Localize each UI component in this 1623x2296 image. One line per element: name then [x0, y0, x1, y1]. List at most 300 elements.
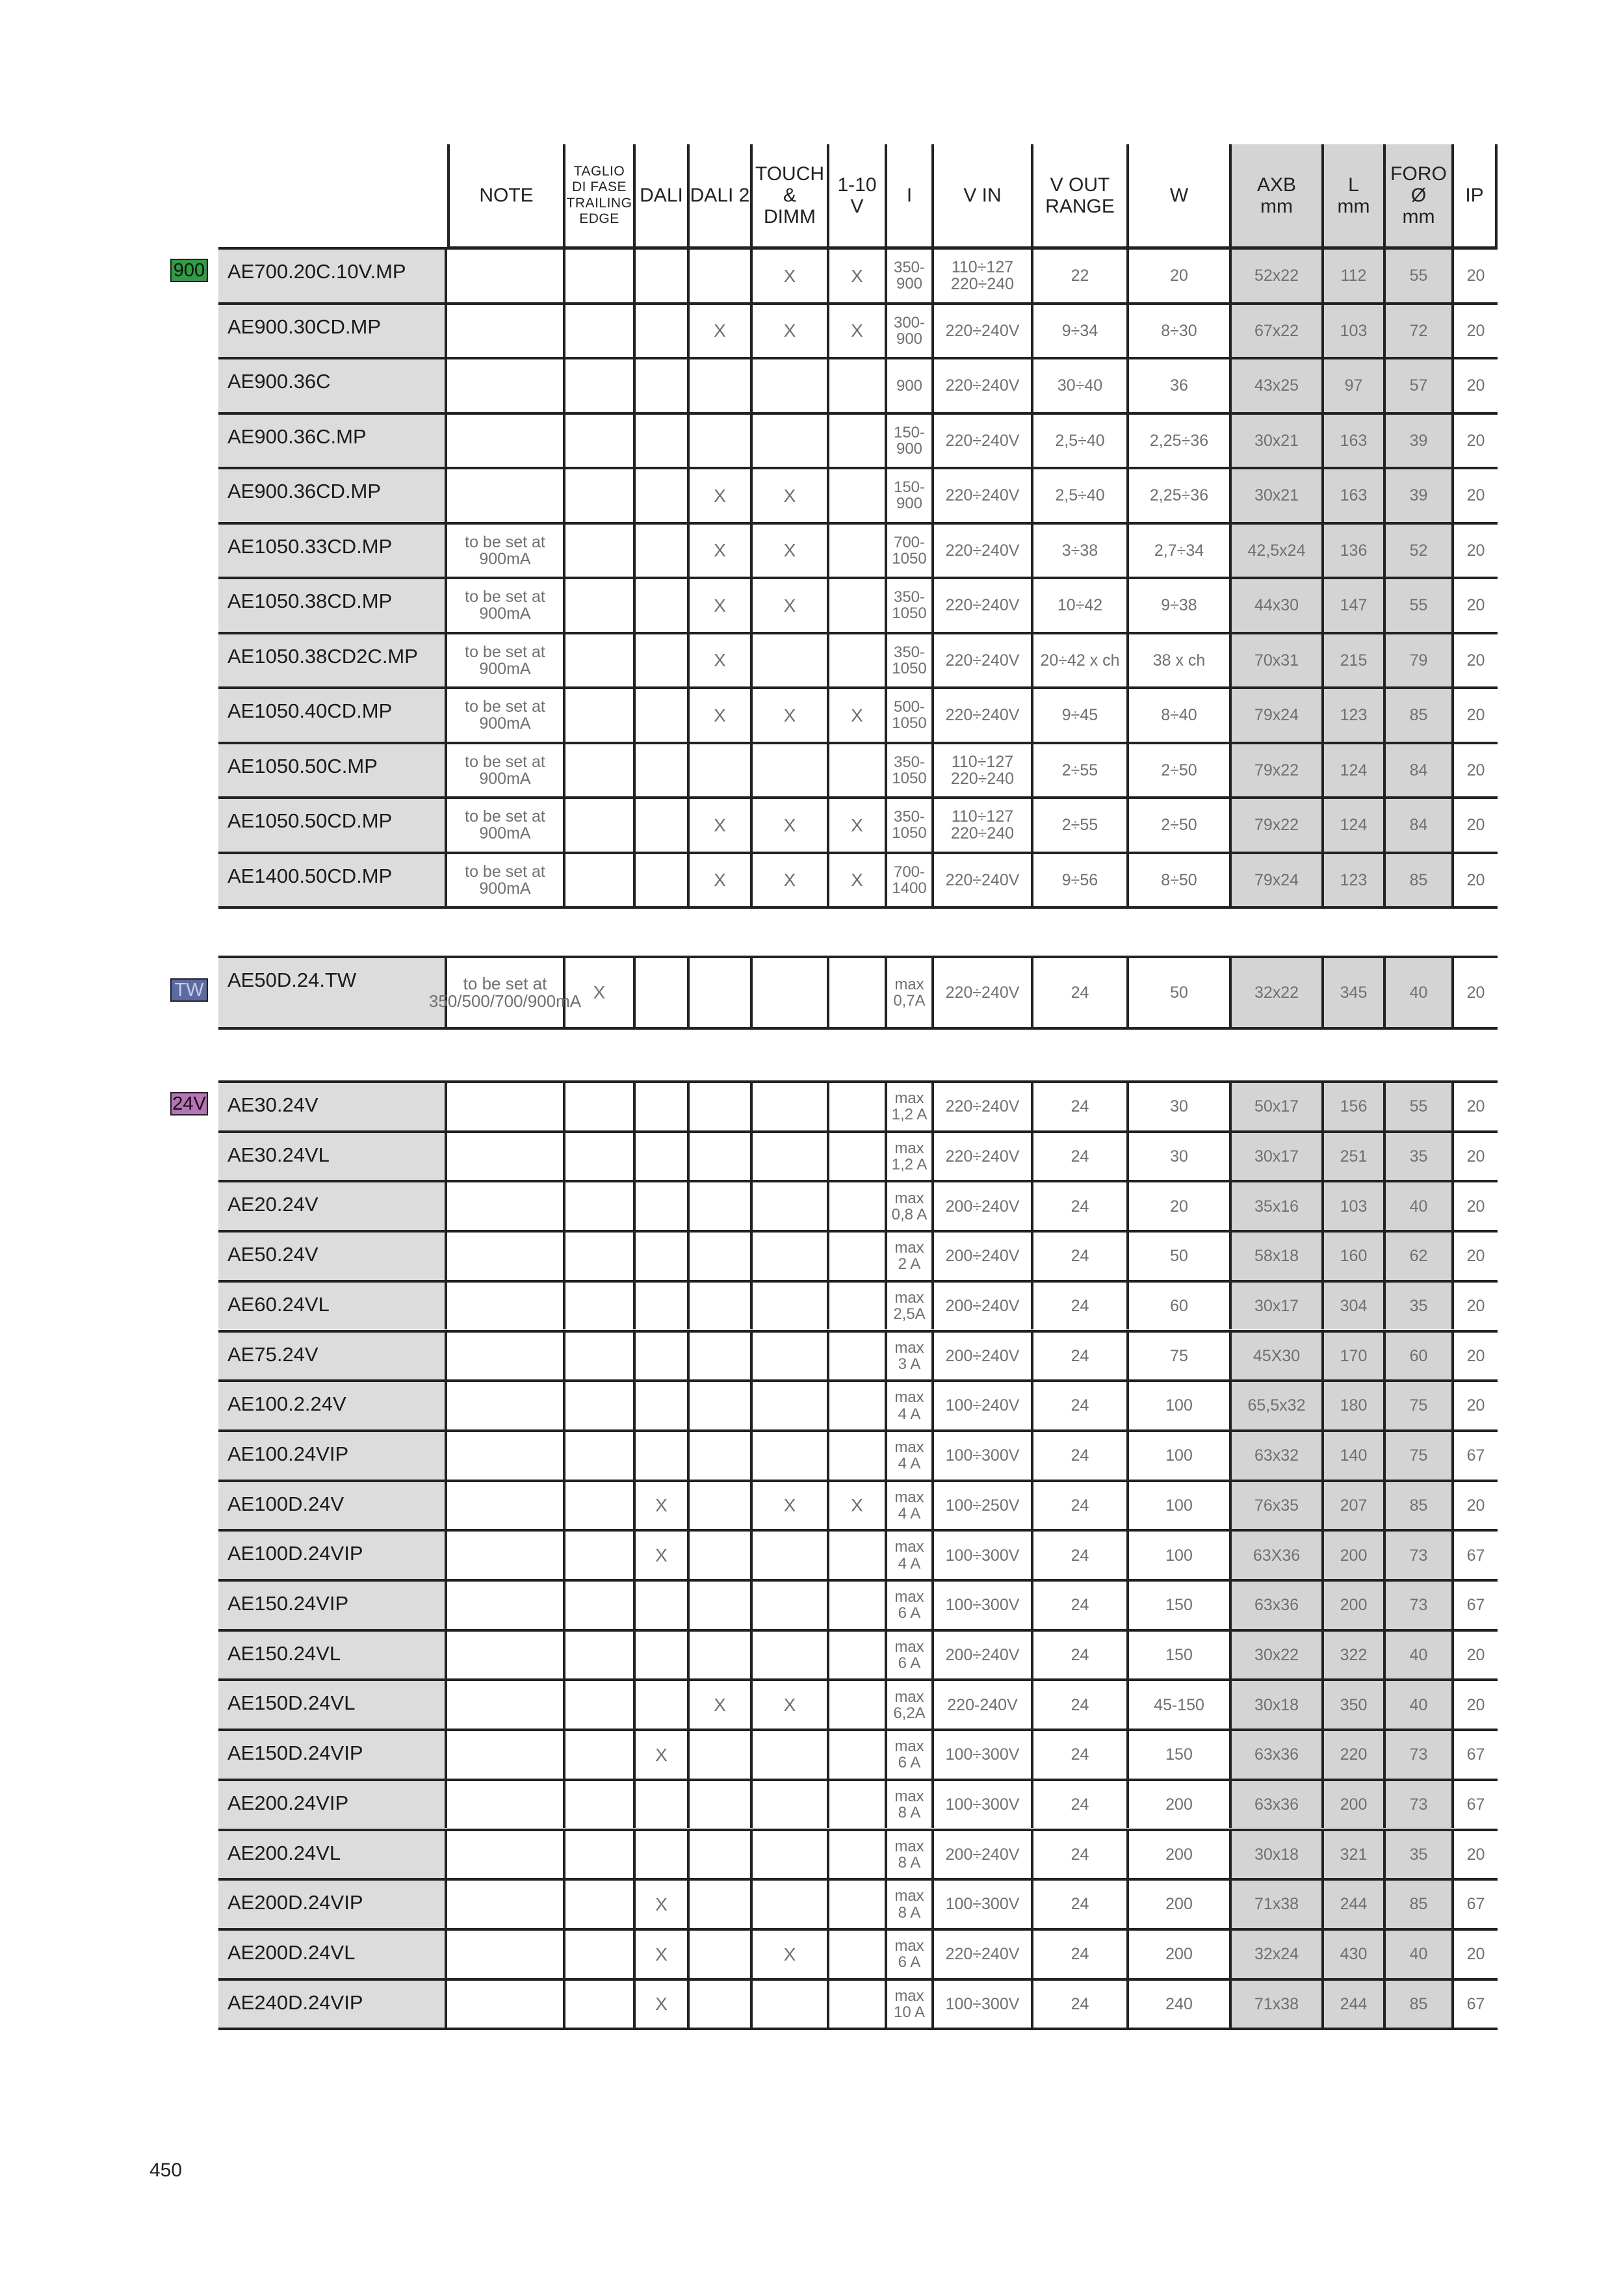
cell-vin: 220÷240V: [934, 525, 1033, 577]
cell-vin: 200÷240V: [934, 1182, 1033, 1230]
cell-touch: [753, 1283, 829, 1330]
cell-ip: 20: [1466, 870, 1485, 889]
cell-v110: [829, 744, 887, 797]
cell-vin: 100÷300V: [934, 1881, 1033, 1928]
cell-dali: [636, 359, 690, 412]
cell-foro: 84: [1386, 744, 1454, 797]
cell-vin: 220÷240V: [934, 958, 1033, 1027]
cell-v110: [829, 1931, 887, 1978]
cell-dali: [636, 1133, 690, 1181]
cell-axb: 30x17: [1232, 1283, 1324, 1330]
cell-axb: 63x36: [1232, 1781, 1324, 1829]
cell-v110: [829, 1432, 887, 1480]
cell-touch: X: [753, 689, 829, 742]
cell-w: 8÷30: [1129, 305, 1232, 358]
cell-ip: 20: [1466, 321, 1485, 340]
cell-ip: 20: [1466, 706, 1485, 725]
cell-taglio: [565, 1931, 636, 1978]
header-dali: DALI: [636, 144, 690, 248]
cell-i: 700- 1400: [887, 854, 934, 907]
cell-axb: 71x38: [1232, 1881, 1324, 1928]
cell-vin: 100÷240V: [934, 1382, 1033, 1429]
cell-axb: 44x30: [1232, 579, 1324, 632]
cell-note: [447, 1681, 565, 1729]
table-row: [218, 1529, 1498, 1579]
cell-dali: [636, 1781, 690, 1829]
cell-i: max 8 A: [887, 1881, 934, 1928]
cell-touch: [753, 1632, 829, 1679]
cell-w: 38 x ch: [1129, 634, 1232, 687]
product-name: AE150.24VL: [218, 1632, 447, 1679]
cell-vin: 100÷300V: [934, 1981, 1033, 2028]
cell-dali: [636, 1182, 690, 1230]
product-name: AE700.20C.10V.MP: [218, 250, 447, 302]
cell-dali: [636, 250, 690, 302]
cell-v110: [829, 1233, 887, 1280]
cell-foro: 55: [1386, 579, 1454, 632]
cell-axb: 45X30: [1232, 1333, 1324, 1380]
cell-foro: 62: [1386, 1233, 1454, 1280]
cell-foro: 40: [1386, 1632, 1454, 1679]
cell-note: [447, 1382, 565, 1429]
cell-v110: [829, 1632, 887, 1679]
cell-ip: 20: [1466, 651, 1485, 670]
cell-i: max 8 A: [887, 1781, 934, 1829]
cell-taglio: [565, 469, 636, 522]
cell-vin: 200÷240V: [934, 1333, 1033, 1380]
cell-i: max 4 A: [887, 1382, 934, 1429]
cell-i: max 0,8 A: [887, 1182, 934, 1230]
cell-vout: 22: [1033, 250, 1129, 302]
cell-w: 30: [1129, 1133, 1232, 1181]
cell-foro: 73: [1386, 1582, 1454, 1629]
cell-note: to be set at 900mA: [447, 854, 565, 907]
cell-dali2: [690, 359, 753, 412]
cell-l: 345: [1324, 958, 1386, 1027]
cell-w: 200: [1129, 1881, 1232, 1928]
cell-l: 103: [1324, 1182, 1386, 1230]
cell-vin: 100÷300V: [934, 1532, 1033, 1579]
cell-ip: 20: [1466, 267, 1485, 285]
cell-vout: 24: [1033, 958, 1129, 1027]
table-row: [218, 1629, 1498, 1679]
table-row: [218, 1230, 1498, 1280]
header-v110: 1-10 V: [829, 144, 887, 248]
cell-vin: 220-240V: [934, 1681, 1033, 1729]
cell-note: to be set at 900mA: [447, 579, 565, 632]
cell-taglio: [565, 854, 636, 907]
cell-dali2: [690, 1881, 753, 1928]
cell-foro: 73: [1386, 1731, 1454, 1779]
cell-axb: 63X36: [1232, 1532, 1324, 1579]
cell-dali2: X: [690, 525, 753, 577]
cell-w: 30: [1129, 1083, 1232, 1130]
cell-foro: 39: [1386, 469, 1454, 522]
cell-axb: 71x38: [1232, 1981, 1324, 2028]
cell-vin: 220÷240V: [934, 579, 1033, 632]
cell-v110: [829, 1133, 887, 1181]
cell-axb: 63x32: [1232, 1432, 1324, 1480]
cell-note: to be set at 900mA: [447, 799, 565, 852]
cell-vout: 2÷55: [1033, 744, 1129, 797]
cell-w: 45-150: [1129, 1681, 1232, 1729]
cell-w: 2,25÷36: [1129, 415, 1232, 467]
cell-vout: 24: [1033, 1233, 1129, 1280]
cell-w: 150: [1129, 1731, 1232, 1779]
cell-vin: 110÷127 220÷240: [934, 744, 1033, 797]
product-name: AE30.24VL: [218, 1133, 447, 1181]
cell-note: [447, 1781, 565, 1829]
cell-w: 75: [1129, 1333, 1232, 1380]
cell-l: 97: [1324, 359, 1386, 412]
cell-taglio: [565, 1382, 636, 1429]
product-name: AE200.24VL: [218, 1831, 447, 1879]
table-row: [218, 1429, 1498, 1480]
cell-l: 200: [1324, 1582, 1386, 1629]
cell-taglio: [565, 634, 636, 687]
cell-ip: 67: [1466, 1446, 1485, 1465]
cell-axb: 63x36: [1232, 1731, 1324, 1779]
cell-dali2: [690, 1083, 753, 1130]
cell-axb: 79x22: [1232, 799, 1324, 852]
header-w: W: [1129, 144, 1232, 248]
cell-v110: [829, 469, 887, 522]
cell-foro: 39: [1386, 415, 1454, 467]
cell-axb: 32x22: [1232, 958, 1324, 1027]
cell-i: 350- 900: [887, 250, 934, 302]
cell-axb: 42,5x24: [1232, 525, 1324, 577]
table-row: [218, 302, 1498, 358]
cell-note: [447, 1083, 565, 1130]
cell-taglio: [565, 1333, 636, 1380]
cell-axb: 30x22: [1232, 1632, 1324, 1679]
cell-ip: 67: [1466, 1994, 1485, 2013]
cell-v110: [829, 1182, 887, 1230]
product-name: AE1050.38CD2C.MP: [218, 634, 447, 687]
cell-touch: [753, 1582, 829, 1629]
cell-ip: 20: [1466, 983, 1485, 1002]
cell-ip: 20: [1466, 1396, 1485, 1415]
cell-ip: 20: [1466, 816, 1485, 835]
cell-touch: X: [753, 1482, 829, 1530]
page-number: 450: [149, 2159, 183, 2181]
cell-taglio: [565, 1133, 636, 1181]
cell-note: to be set at 900mA: [447, 634, 565, 687]
table-row: [218, 1280, 1498, 1330]
cell-i: max 4 A: [887, 1432, 934, 1480]
cell-vout: 24: [1033, 1382, 1129, 1429]
group-badge-24v: 24V: [170, 1092, 208, 1115]
cell-i: 150- 900: [887, 415, 934, 467]
cell-l: 123: [1324, 689, 1386, 742]
cell-l: 140: [1324, 1432, 1386, 1480]
cell-vout: 24: [1033, 1781, 1129, 1829]
cell-w: 2÷50: [1129, 744, 1232, 797]
cell-i: 350- 1050: [887, 744, 934, 797]
cell-l: 430: [1324, 1931, 1386, 1978]
product-name: AE150.24VIP: [218, 1582, 447, 1629]
cell-note: [447, 250, 565, 302]
cell-foro: 85: [1386, 689, 1454, 742]
cell-v110: [829, 1382, 887, 1429]
cell-foro: 85: [1386, 1881, 1454, 1928]
cell-dali: [636, 415, 690, 467]
cell-vout: 24: [1033, 1133, 1129, 1181]
cell-axb: 50x17: [1232, 1083, 1324, 1130]
cell-i: 150- 900: [887, 469, 934, 522]
cell-dali2: X: [690, 579, 753, 632]
cell-vin: 100÷250V: [934, 1482, 1033, 1530]
cell-i: 500- 1050: [887, 689, 934, 742]
cell-l: 207: [1324, 1482, 1386, 1530]
cell-touch: X: [753, 1681, 829, 1729]
cell-i: max 0,7A: [887, 958, 934, 1027]
cell-l: 156: [1324, 1083, 1386, 1130]
cell-taglio: [565, 1582, 636, 1629]
cell-l: 170: [1324, 1333, 1386, 1380]
cell-l: 147: [1324, 579, 1386, 632]
cell-l: 220: [1324, 1731, 1386, 1779]
table-row: [218, 467, 1498, 522]
cell-taglio: [565, 744, 636, 797]
cell-dali: [636, 469, 690, 522]
cell-note: to be set at 900mA: [447, 689, 565, 742]
cell-axb: 79x22: [1232, 744, 1324, 797]
product-name: AE200.24VIP: [218, 1781, 447, 1829]
cell-vout: 9÷45: [1033, 689, 1129, 742]
cell-vout: 9÷56: [1033, 854, 1129, 907]
cell-l: 103: [1324, 305, 1386, 358]
cell-dali2: [690, 1931, 753, 1978]
cell-touch: [753, 1333, 829, 1380]
cell-foro: 57: [1386, 359, 1454, 412]
cell-touch: [753, 1133, 829, 1181]
table-row: [218, 577, 1498, 632]
cell-w: 2,7÷34: [1129, 525, 1232, 577]
cell-vout: 20÷42 x ch: [1033, 634, 1129, 687]
cell-vin: 220÷240V: [934, 305, 1033, 358]
cell-touch: [753, 1083, 829, 1130]
cell-l: 123: [1324, 854, 1386, 907]
cell-ip: 20: [1466, 1297, 1485, 1316]
cell-v110: X: [829, 305, 887, 358]
table-row: [218, 1480, 1498, 1530]
cell-ip: 67: [1466, 1745, 1485, 1764]
cell-foro: 40: [1386, 958, 1454, 1027]
cell-dali: X: [636, 1981, 690, 2028]
cell-dali: X: [636, 1482, 690, 1530]
cell-taglio: [565, 1981, 636, 2028]
cell-touch: [753, 1182, 829, 1230]
header-i: I: [887, 144, 934, 248]
cell-taglio: [565, 1881, 636, 1928]
cell-dali: [636, 1582, 690, 1629]
cell-touch: [753, 1881, 829, 1928]
cell-v110: [829, 579, 887, 632]
cell-dali2: [690, 744, 753, 797]
cell-v110: [829, 958, 887, 1027]
cell-l: 200: [1324, 1781, 1386, 1829]
cell-taglio: [565, 1632, 636, 1679]
cell-dali2: X: [690, 634, 753, 687]
cell-vout: 24: [1033, 1283, 1129, 1330]
cell-ip: 67: [1466, 1546, 1485, 1565]
cell-vin: 110÷127 220÷240: [934, 250, 1033, 302]
cell-w: 2,25÷36: [1129, 469, 1232, 522]
cell-v110: [829, 1731, 887, 1779]
cell-l: 112: [1324, 250, 1386, 302]
table-row: [218, 1330, 1498, 1380]
cell-dali: [636, 958, 690, 1027]
cell-taglio: [565, 1482, 636, 1530]
cell-dali2: [690, 1532, 753, 1579]
cell-note: [447, 1582, 565, 1629]
cell-dali2: X: [690, 1681, 753, 1729]
cell-w: 50: [1129, 1233, 1232, 1280]
cell-axb: 43x25: [1232, 359, 1324, 412]
cell-note: [447, 1731, 565, 1779]
cell-vout: 30÷40: [1033, 359, 1129, 412]
cell-foro: 85: [1386, 1981, 1454, 2028]
cell-axb: 63x36: [1232, 1582, 1324, 1629]
cell-vin: 200÷240V: [934, 1233, 1033, 1280]
cell-v110: [829, 1532, 887, 1579]
cell-l: 200: [1324, 1532, 1386, 1579]
cell-i: max 1,2 A: [887, 1133, 934, 1181]
cell-w: 20: [1129, 1182, 1232, 1230]
cell-touch: [753, 415, 829, 467]
cell-vin: 220÷240V: [934, 634, 1033, 687]
cell-dali: [636, 799, 690, 852]
product-name: AE150D.24VL: [218, 1681, 447, 1729]
cell-i: max 4 A: [887, 1532, 934, 1579]
table-row: [218, 852, 1498, 909]
cell-dali2: X: [690, 854, 753, 907]
cell-v110: [829, 1283, 887, 1330]
cell-axb: 35x16: [1232, 1182, 1324, 1230]
cell-w: 20: [1129, 250, 1232, 302]
cell-touch: [753, 634, 829, 687]
cell-vout: 2,5÷40: [1033, 469, 1129, 522]
cell-taglio: [565, 1681, 636, 1729]
cell-vin: 220÷240V: [934, 1083, 1033, 1130]
cell-taglio: X: [565, 958, 636, 1027]
cell-touch: [753, 1831, 829, 1879]
cell-l: 136: [1324, 525, 1386, 577]
cell-vout: 24: [1033, 1532, 1129, 1579]
cell-touch: X: [753, 305, 829, 358]
cell-dali: [636, 1382, 690, 1429]
cell-vout: 24: [1033, 1482, 1129, 1530]
table-row: [218, 1928, 1498, 1978]
cell-dali: [636, 525, 690, 577]
cell-dali: [636, 1432, 690, 1480]
table-row: [218, 1379, 1498, 1429]
cell-w: 150: [1129, 1582, 1232, 1629]
cell-dali: [636, 1632, 690, 1679]
cell-dali2: [690, 250, 753, 302]
cell-i: 300- 900: [887, 305, 934, 358]
cell-dali: [636, 1083, 690, 1130]
product-name: AE150D.24VIP: [218, 1731, 447, 1779]
cell-axb: 30x18: [1232, 1831, 1324, 1879]
cell-touch: [753, 744, 829, 797]
cell-ip: 67: [1466, 1795, 1485, 1814]
cell-vin: 100÷300V: [934, 1781, 1033, 1829]
cell-w: 100: [1129, 1382, 1232, 1429]
cell-taglio: [565, 1283, 636, 1330]
product-name: AE75.24V: [218, 1333, 447, 1380]
cell-note: [447, 1881, 565, 1928]
cell-taglio: [565, 1083, 636, 1130]
cell-touch: [753, 1731, 829, 1779]
table-row: [218, 1130, 1498, 1181]
header-vout: V OUT RANGE: [1033, 144, 1129, 248]
cell-dali: [636, 1333, 690, 1380]
cell-axb: 32x24: [1232, 1931, 1324, 1978]
cell-i: 350- 1050: [887, 634, 934, 687]
product-name: AE900.36C.MP: [218, 415, 447, 467]
cell-i: max 6 A: [887, 1632, 934, 1679]
product-name: AE900.36CD.MP: [218, 469, 447, 522]
cell-v110: [829, 1333, 887, 1380]
cell-ip: 20: [1466, 1845, 1485, 1864]
cell-taglio: [565, 415, 636, 467]
cell-touch: [753, 958, 829, 1027]
cell-l: 244: [1324, 1981, 1386, 2028]
cell-note: to be set at 900mA: [447, 525, 565, 577]
cell-note: to be set at 900mA: [447, 744, 565, 797]
cell-note: [447, 1432, 565, 1480]
cell-foro: 75: [1386, 1382, 1454, 1429]
cell-v110: [829, 634, 887, 687]
cell-touch: X: [753, 1931, 829, 1978]
cell-note: [447, 469, 565, 522]
cell-w: 60: [1129, 1283, 1232, 1330]
cell-vin: 220÷240V: [934, 689, 1033, 742]
product-name: AE1050.33CD.MP: [218, 525, 447, 577]
cell-axb: 79x24: [1232, 854, 1324, 907]
cell-v110: X: [829, 250, 887, 302]
table-row: [218, 796, 1498, 852]
cell-vout: 2,5÷40: [1033, 415, 1129, 467]
cell-taglio: [565, 250, 636, 302]
cell-dali: [636, 744, 690, 797]
cell-foro: 75: [1386, 1432, 1454, 1480]
header-dali2: DALI 2: [690, 144, 753, 248]
cell-l: 124: [1324, 799, 1386, 852]
cell-dali2: [690, 1133, 753, 1181]
cell-v110: [829, 1582, 887, 1629]
table-row: [218, 247, 1498, 302]
cell-l: 160: [1324, 1233, 1386, 1280]
product-name: AE60.24VL: [218, 1283, 447, 1330]
cell-note: [447, 1133, 565, 1181]
cell-dali2: [690, 1182, 753, 1230]
cell-dali: [636, 1831, 690, 1879]
product-name: AE30.24V: [218, 1083, 447, 1130]
cell-i: max 6 A: [887, 1582, 934, 1629]
cell-dali2: X: [690, 469, 753, 522]
cell-taglio: [565, 1532, 636, 1579]
cell-dali2: X: [690, 799, 753, 852]
cell-dali: X: [636, 1931, 690, 1978]
cell-dali: [636, 305, 690, 358]
table-row: [218, 956, 1498, 1030]
cell-vout: 24: [1033, 1881, 1129, 1928]
header-ip: IP: [1454, 144, 1498, 248]
cell-i: max 2,5A: [887, 1283, 934, 1330]
